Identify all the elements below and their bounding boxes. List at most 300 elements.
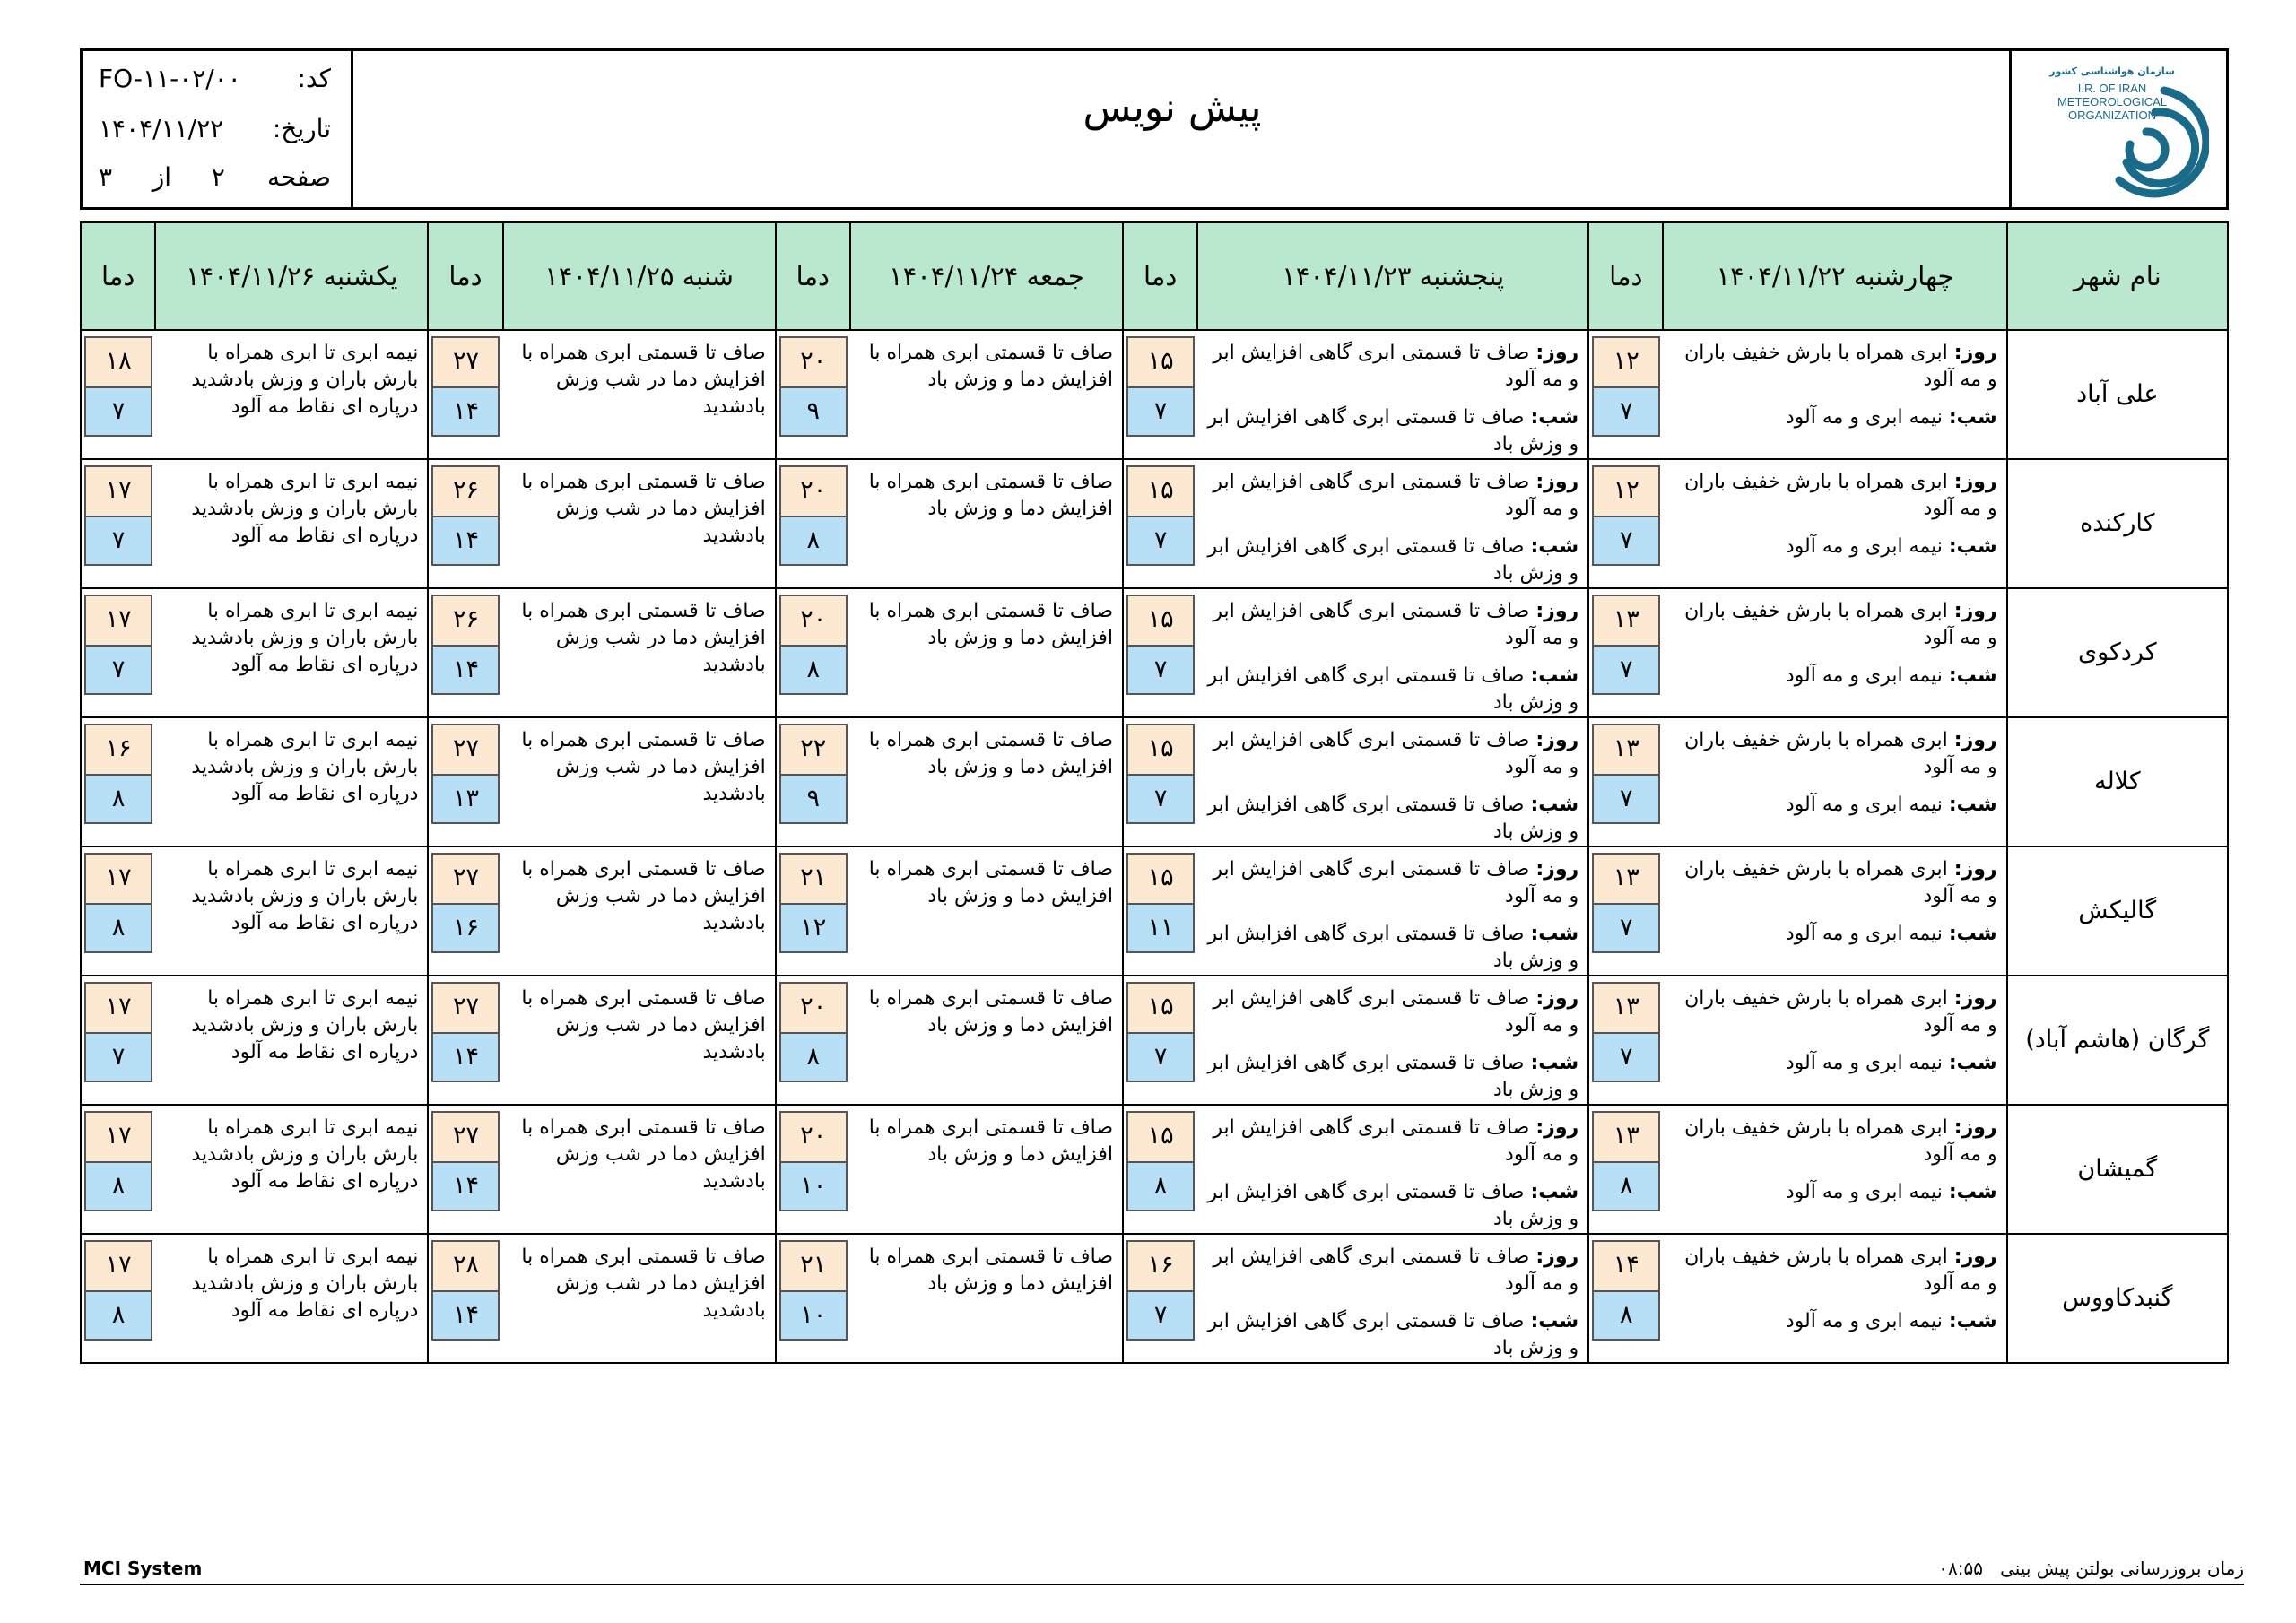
temp-cell: [428, 588, 502, 717]
temp-cell: [81, 846, 155, 976]
night-text: نیمه ابری و مه آلود: [1785, 1310, 1943, 1332]
day-2-forecast: [1197, 330, 1588, 459]
table-row: [81, 330, 2228, 459]
night-label: شب:: [1948, 406, 1997, 429]
forecast-text: صاف تا قسمتی ابری همراه با افزایش دما در شب وزش بادشدید: [521, 858, 766, 934]
forecast-text: صاف تا قسمتی ابری همراه با افزایش دما و وزش باد: [868, 600, 1114, 649]
day-label: روز:: [1535, 600, 1579, 622]
day-label: روز:: [1535, 858, 1579, 881]
min-temp: ۱۳: [431, 774, 500, 824]
min-temp: ۷: [84, 645, 152, 695]
day-text: صاف تا قسمتی ابری گاهی افزایش ابر و مه آلود: [1213, 729, 1579, 778]
day-text: صاف تا قسمتی ابری گاهی افزایش ابر و مه آلود: [1213, 471, 1579, 520]
day-text: ابری همراه با بارش خفیف باران و مه آلود: [1684, 1116, 1997, 1166]
city-name: گنبدکاووس: [2007, 1234, 2228, 1363]
max-temp: ۱۷: [84, 465, 152, 516]
min-temp: ۱۴: [431, 1032, 500, 1082]
day-4-forecast: [503, 459, 776, 588]
night-text: نیمه ابری و مه آلود: [1785, 1181, 1943, 1203]
min-temp: ۹: [779, 774, 848, 824]
table-row: [81, 1234, 2228, 1363]
night-forecast: [1205, 663, 1578, 716]
day-1-forecast: [1663, 846, 2006, 976]
day-4-forecast: [503, 588, 776, 717]
min-temp: ۷: [1126, 774, 1195, 824]
day-text: صاف تا قسمتی ابری گاهی افزایش ابر و مه آلود: [1213, 1116, 1579, 1166]
temp-cell: [1123, 976, 1197, 1105]
max-temp: ۱۳: [1592, 982, 1660, 1032]
night-text: نیمه ابری و مه آلود: [1785, 406, 1943, 429]
temp-header: دما: [776, 222, 850, 330]
temp-cell: [1588, 976, 1663, 1105]
svg-text:سازمان هواشناسی کشور: سازمان هواشناسی کشور: [2049, 65, 2175, 77]
forecast-text: صاف تا قسمتی ابری همراه با افزایش دما در شب وزش بادشدید: [521, 471, 766, 547]
day-2-forecast: [1197, 1234, 1588, 1363]
forecast-text: صاف تا قسمتی ابری همراه با افزایش دما در شب وزش بادشدید: [521, 600, 766, 676]
max-temp: ۲۸: [431, 1240, 500, 1290]
day-forecast: [1670, 1115, 1996, 1168]
page-title: پیش نویس: [1083, 85, 1262, 131]
day-label: روز:: [1535, 1116, 1579, 1139]
max-temp: ۲۱: [779, 1240, 848, 1290]
night-forecast: [1205, 1050, 1578, 1104]
min-temp: ۷: [1592, 516, 1660, 566]
night-text: صاف تا قسمتی ابری گاهی افزایش ابر و وزش باد: [1207, 1181, 1579, 1230]
day-label: روز:: [1953, 858, 1997, 881]
day-1-header: چهارشنبه ۱۴۰۴/۱۱/۲۲: [1663, 222, 2006, 330]
svg-text:METEOROLOGICAL: METEOROLOGICAL: [2057, 95, 2168, 108]
night-forecast: [1205, 534, 1578, 587]
temp-cell: [1588, 846, 1663, 976]
min-temp: ۱۴: [431, 645, 500, 695]
page-label: صفحه: [266, 162, 331, 192]
day-3-forecast: [850, 976, 1123, 1105]
max-temp: ۱۶: [84, 724, 152, 774]
max-temp: ۲۷: [431, 982, 500, 1032]
min-temp: ۸: [779, 516, 848, 566]
update-label: زمان بروزرسانی بولتن پیش بینی: [2000, 1558, 2244, 1579]
night-forecast: [1205, 921, 1578, 975]
day-2-forecast: [1197, 459, 1588, 588]
day-5-forecast: [155, 976, 428, 1105]
day-3-forecast: [850, 846, 1123, 976]
temp-cell: [1588, 588, 1663, 717]
temp-cell: [776, 976, 850, 1105]
day-3-forecast: [850, 330, 1123, 459]
max-temp: ۱۵: [1126, 465, 1195, 516]
max-temp: ۱۴: [1592, 1240, 1660, 1290]
city-name: گالیکش: [2007, 846, 2228, 976]
forecast-text: نیمه ابری تا ابری همراه با بارش باران و وزش بادشدید درپاره ای نقاط مه آلود: [191, 342, 419, 418]
night-forecast: [1670, 921, 1996, 948]
max-temp: ۲۰: [779, 982, 848, 1032]
day-1-forecast: [1663, 717, 2006, 846]
day-1-forecast: [1663, 588, 2006, 717]
day-5-forecast: [155, 459, 428, 588]
temp-cell: [428, 330, 502, 459]
table-header-row: [81, 222, 2228, 330]
temp-cell: [428, 717, 502, 846]
night-forecast: [1670, 534, 1996, 560]
min-temp: ۷: [1126, 386, 1195, 437]
max-temp: ۱۷: [84, 853, 152, 903]
city-name: کردکوی: [2007, 588, 2228, 717]
temp-cell: [81, 588, 155, 717]
day-text: ابری همراه با بارش خفیف باران و مه آلود: [1684, 729, 1997, 778]
day-text: ابری همراه با بارش خفیف باران و مه آلود: [1684, 471, 1997, 520]
day-text: ابری همراه با بارش خفیف باران و مه آلود: [1684, 858, 1997, 907]
night-text: نیمه ابری و مه آلود: [1785, 664, 1943, 687]
temp-header: دما: [428, 222, 502, 330]
day-4-forecast: [503, 1105, 776, 1234]
day-text: ابری همراه با بارش خفیف باران و مه آلود: [1684, 342, 1997, 391]
night-label: شب:: [1948, 923, 1997, 945]
night-text: نیمه ابری و مه آلود: [1785, 794, 1943, 816]
day-forecast: [1670, 340, 1996, 394]
night-forecast: [1205, 1308, 1578, 1362]
min-temp: ۷: [84, 386, 152, 437]
max-temp: ۱۲: [1592, 336, 1660, 386]
min-temp: ۸: [779, 1032, 848, 1082]
min-temp: ۱۴: [431, 1161, 500, 1211]
night-forecast: [1670, 404, 1996, 431]
day-4-forecast: [503, 846, 776, 976]
day-2-forecast: [1197, 976, 1588, 1105]
day-3-forecast: [850, 1105, 1123, 1234]
night-label: شب:: [1530, 1052, 1579, 1074]
day-label: روز:: [1953, 600, 1997, 622]
day-forecast: [1205, 856, 1578, 910]
min-temp: ۷: [1126, 1032, 1195, 1082]
night-text: صاف تا قسمتی ابری گاهی افزایش ابر و وزش باد: [1207, 794, 1579, 843]
day-5-header: یکشنبه ۱۴۰۴/۱۱/۲۶: [155, 222, 428, 330]
max-temp: ۱۳: [1592, 1111, 1660, 1161]
max-temp: ۲۶: [431, 595, 500, 645]
night-forecast: [1205, 404, 1578, 458]
min-temp: ۷: [1592, 386, 1660, 437]
table-row: [81, 976, 2228, 1105]
temp-cell: [81, 717, 155, 846]
temp-cell: [81, 459, 155, 588]
city-name: کلاله: [2007, 717, 2228, 846]
max-temp: ۱۵: [1126, 982, 1195, 1032]
table-row: [81, 846, 2228, 976]
night-text: صاف تا قسمتی ابری گاهی افزایش ابر و وزش باد: [1207, 406, 1579, 456]
day-text: ابری همراه با بارش خفیف باران و مه آلود: [1684, 600, 1997, 649]
min-temp: ۱۰: [779, 1290, 848, 1341]
max-temp: ۱۵: [1126, 595, 1195, 645]
update-time: ۰۸:۵۵: [1938, 1558, 1984, 1579]
forecast-text: صاف تا قسمتی ابری همراه با افزایش دما و وزش باد: [868, 471, 1114, 520]
temp-cell: [776, 588, 850, 717]
min-temp: ۸: [1592, 1161, 1660, 1211]
day-text: ابری همراه با بارش خفیف باران و مه آلود: [1684, 987, 1997, 1037]
night-label: شب:: [1530, 1181, 1579, 1203]
day-text: صاف تا قسمتی ابری گاهی افزایش ابر و مه آلود: [1213, 987, 1579, 1037]
document-header: [80, 48, 2229, 210]
temp-cell: [428, 976, 502, 1105]
forecast-text: نیمه ابری تا ابری همراه با بارش باران و وزش بادشدید درپاره ای نقاط مه آلود: [191, 471, 419, 547]
day-forecast: [1670, 856, 1996, 910]
day-label: روز:: [1535, 471, 1579, 493]
night-label: شب:: [1948, 794, 1997, 816]
max-temp: ۱۳: [1592, 595, 1660, 645]
night-label: شب:: [1948, 1181, 1997, 1203]
max-temp: ۱۵: [1126, 853, 1195, 903]
max-temp: ۱۸: [84, 336, 152, 386]
day-1-forecast: [1663, 330, 2006, 459]
min-temp: ۱۶: [431, 903, 500, 953]
max-temp: ۱۷: [84, 1111, 152, 1161]
day-3-forecast: [850, 588, 1123, 717]
min-temp: ۱۲: [779, 903, 848, 953]
document-meta: [83, 51, 353, 207]
temp-cell: [81, 330, 155, 459]
code-value: FO-۱۱-۰۲/۰۰: [99, 64, 241, 93]
day-text: صاف تا قسمتی ابری گاهی افزایش ابر و مه آلود: [1213, 600, 1579, 649]
temp-cell: [1588, 717, 1663, 846]
forecast-text: صاف تا قسمتی ابری همراه با افزایش دما و وزش باد: [868, 342, 1114, 391]
day-2-forecast: [1197, 846, 1588, 976]
day-forecast: [1670, 469, 1996, 523]
day-4-forecast: [503, 1234, 776, 1363]
temp-cell: [1123, 1234, 1197, 1363]
day-forecast: [1205, 1244, 1578, 1298]
day-5-forecast: [155, 1234, 428, 1363]
max-temp: ۱۵: [1126, 336, 1195, 386]
temp-cell: [776, 330, 850, 459]
city-name: کارکنده: [2007, 459, 2228, 588]
day-label: روز:: [1953, 342, 1997, 364]
night-label: شب:: [1530, 535, 1579, 558]
min-temp: ۷: [1126, 516, 1195, 566]
temp-cell: [428, 459, 502, 588]
day-label: روز:: [1535, 987, 1579, 1010]
min-temp: ۱۱: [1126, 903, 1195, 953]
night-text: صاف تا قسمتی ابری گاهی افزایش ابر و وزش باد: [1207, 664, 1579, 714]
forecast-text: صاف تا قسمتی ابری همراه با افزایش دما در شب وزش بادشدید: [521, 1116, 766, 1193]
temp-cell: [428, 846, 502, 976]
night-text: نیمه ابری و مه آلود: [1785, 1052, 1943, 1074]
max-temp: ۱۲: [1592, 465, 1660, 516]
day-2-forecast: [1197, 717, 1588, 846]
temp-cell: [81, 1234, 155, 1363]
forecast-text: صاف تا قسمتی ابری همراه با افزایش دما در شب وزش بادشدید: [521, 987, 766, 1063]
temp-cell: [776, 1234, 850, 1363]
min-temp: ۱۴: [431, 386, 500, 437]
day-text: صاف تا قسمتی ابری گاهی افزایش ابر و مه آلود: [1213, 342, 1579, 391]
temp-cell: [81, 1105, 155, 1234]
night-label: شب:: [1948, 664, 1997, 687]
max-temp: ۲۲: [779, 724, 848, 774]
min-temp: ۷: [1126, 1290, 1195, 1341]
night-label: شب:: [1948, 535, 1997, 558]
logo: [2009, 51, 2226, 207]
night-text: صاف تا قسمتی ابری گاهی افزایش ابر و وزش باد: [1207, 1310, 1579, 1359]
day-5-forecast: [155, 1105, 428, 1234]
night-text: نیمه ابری و مه آلود: [1785, 923, 1943, 945]
night-label: شب:: [1948, 1310, 1997, 1332]
day-4-forecast: [503, 330, 776, 459]
min-temp: ۱۴: [431, 516, 500, 566]
day-forecast: [1670, 598, 1996, 652]
page-of: از: [152, 162, 172, 192]
temp-cell: [776, 846, 850, 976]
max-temp: ۱۷: [84, 1240, 152, 1290]
min-temp: ۷: [1592, 645, 1660, 695]
max-temp: ۲۰: [779, 1111, 848, 1161]
meteorological-organization-logo-icon: [2030, 56, 2209, 207]
svg-text:ORGANIZATION: ORGANIZATION: [2068, 108, 2156, 122]
page-total: ۳: [99, 162, 113, 192]
forecast-text: نیمه ابری تا ابری همراه با بارش باران و وزش بادشدید درپاره ای نقاط مه آلود: [191, 600, 419, 676]
date-value: ۱۴۰۴/۱۱/۲۲: [99, 114, 224, 143]
update-time-note: [1938, 1558, 2244, 1579]
table-row: [81, 459, 2228, 588]
min-temp: ۹: [779, 386, 848, 437]
forecast-text: نیمه ابری تا ابری همراه با بارش باران و وزش بادشدید درپاره ای نقاط مه آلود: [191, 729, 419, 805]
day-label: روز:: [1535, 1245, 1579, 1268]
day-text: صاف تا قسمتی ابری گاهی افزایش ابر و مه آلود: [1213, 1245, 1579, 1295]
city-column-header: نام شهر: [2007, 222, 2228, 330]
temp-cell: [1123, 717, 1197, 846]
city-name: گمیشان: [2007, 1105, 2228, 1234]
day-1-forecast: [1663, 1105, 2006, 1234]
night-text: صاف تا قسمتی ابری گاهی افزایش ابر و وزش باد: [1207, 535, 1579, 585]
day-1-forecast: [1663, 1234, 2006, 1363]
forecast-text: نیمه ابری تا ابری همراه با بارش باران و وزش بادشدید درپاره ای نقاط مه آلود: [191, 1245, 419, 1322]
day-3-forecast: [850, 1234, 1123, 1363]
min-temp: ۱۰: [779, 1161, 848, 1211]
forecast-text: صاف تا قسمتی ابری همراه با افزایش دما و وزش باد: [868, 729, 1114, 778]
table-row: [81, 717, 2228, 846]
night-text: صاف تا قسمتی ابری گاهی افزایش ابر و وزش باد: [1207, 923, 1579, 972]
day-label: روز:: [1535, 342, 1579, 364]
day-3-forecast: [850, 717, 1123, 846]
temp-cell: [1588, 1105, 1663, 1234]
max-temp: ۱۷: [84, 982, 152, 1032]
min-temp: ۸: [1592, 1290, 1660, 1341]
day-label: روز:: [1953, 471, 1997, 493]
max-temp: ۱۳: [1592, 724, 1660, 774]
max-temp: ۲۷: [431, 724, 500, 774]
day-3-header: جمعه ۱۴۰۴/۱۱/۲۴: [850, 222, 1123, 330]
forecast-table-container: [80, 221, 2229, 1364]
temp-cell: [776, 459, 850, 588]
day-5-forecast: [155, 330, 428, 459]
min-temp: ۷: [84, 1032, 152, 1082]
forecast-text: صاف تا قسمتی ابری همراه با افزایش دما و وزش باد: [868, 858, 1114, 907]
forecast-text: صاف تا قسمتی ابری همراه با افزایش دما در شب وزش بادشدید: [521, 1245, 766, 1322]
min-temp: ۷: [1592, 1032, 1660, 1082]
day-5-forecast: [155, 717, 428, 846]
day-text: ابری همراه با بارش خفیف باران و مه آلود: [1684, 1245, 1997, 1295]
night-forecast: [1670, 1179, 1996, 1206]
temp-header: دما: [1123, 222, 1197, 330]
night-forecast: [1205, 1179, 1578, 1233]
night-forecast: [1670, 1308, 1996, 1335]
day-forecast: [1670, 727, 1996, 781]
max-temp: ۲۷: [431, 853, 500, 903]
forecast-text: نیمه ابری تا ابری همراه با بارش باران و وزش بادشدید درپاره ای نقاط مه آلود: [191, 858, 419, 934]
day-4-forecast: [503, 976, 776, 1105]
day-forecast: [1205, 598, 1578, 652]
table-row: [81, 1105, 2228, 1234]
min-temp: ۷: [1126, 645, 1195, 695]
temp-header: دما: [1588, 222, 1663, 330]
temp-cell: [1123, 1105, 1197, 1234]
night-text: نیمه ابری و مه آلود: [1785, 535, 1943, 558]
min-temp: ۷: [1592, 903, 1660, 953]
temp-cell: [776, 717, 850, 846]
day-forecast: [1205, 985, 1578, 1039]
night-label: شب:: [1948, 1052, 1997, 1074]
temp-cell: [1123, 459, 1197, 588]
min-temp: ۸: [779, 645, 848, 695]
forecast-text: صاف تا قسمتی ابری همراه با افزایش دما و وزش باد: [868, 1116, 1114, 1166]
day-forecast: [1205, 340, 1578, 394]
temp-cell: [428, 1234, 502, 1363]
max-temp: ۱۵: [1126, 1111, 1195, 1161]
day-text: صاف تا قسمتی ابری گاهی افزایش ابر و مه آلود: [1213, 858, 1579, 907]
forecast-text: صاف تا قسمتی ابری همراه با افزایش دما و وزش باد: [868, 987, 1114, 1037]
night-label: شب:: [1530, 923, 1579, 945]
day-2-forecast: [1197, 588, 1588, 717]
system-label: MCI System: [83, 1558, 203, 1579]
day-forecast: [1205, 1115, 1578, 1168]
day-2-forecast: [1197, 1105, 1588, 1234]
min-temp: ۷: [1592, 774, 1660, 824]
temp-cell: [1588, 330, 1663, 459]
min-temp: ۸: [84, 903, 152, 953]
night-forecast: [1670, 663, 1996, 690]
forecast-text: صاف تا قسمتی ابری همراه با افزایش دما و وزش باد: [868, 1245, 1114, 1295]
day-label: روز:: [1953, 987, 1997, 1010]
min-temp: ۸: [84, 774, 152, 824]
max-temp: ۲۰: [779, 465, 848, 516]
day-3-forecast: [850, 459, 1123, 588]
day-forecast: [1205, 727, 1578, 781]
max-temp: ۲۰: [779, 336, 848, 386]
day-2-header: پنجشنبه ۱۴۰۴/۱۱/۲۳: [1197, 222, 1588, 330]
day-5-forecast: [155, 846, 428, 976]
forecast-text: صاف تا قسمتی ابری همراه با افزایش دما در شب وزش بادشدید: [521, 729, 766, 805]
forecast-text: صاف تا قسمتی ابری همراه با افزایش دما در شب وزش بادشدید: [521, 342, 766, 418]
day-forecast: [1670, 985, 1996, 1039]
day-5-forecast: [155, 588, 428, 717]
temp-cell: [1123, 330, 1197, 459]
night-label: شب:: [1530, 664, 1579, 687]
night-label: شب:: [1530, 794, 1579, 816]
footer-divider: [80, 1584, 2244, 1585]
min-temp: ۸: [1126, 1161, 1195, 1211]
temp-cell: [776, 1105, 850, 1234]
page-number: ۲: [211, 162, 225, 192]
day-label: روز:: [1953, 729, 1997, 751]
min-temp: ۱۴: [431, 1290, 500, 1341]
max-temp: ۲۷: [431, 1111, 500, 1161]
day-forecast: [1205, 469, 1578, 523]
forecast-text: نیمه ابری تا ابری همراه با بارش باران و وزش بادشدید درپاره ای نقاط مه آلود: [191, 1116, 419, 1193]
min-temp: ۸: [84, 1290, 152, 1341]
svg-text:I.R. OF IRAN: I.R. OF IRAN: [2077, 82, 2147, 95]
city-name: علی آباد: [2007, 330, 2228, 459]
forecast-text: نیمه ابری تا ابری همراه با بارش باران و وزش بادشدید درپاره ای نقاط مه آلود: [191, 987, 419, 1063]
night-forecast: [1205, 792, 1578, 846]
max-temp: ۲۱: [779, 853, 848, 903]
day-forecast: [1670, 1244, 1996, 1298]
temp-header: دما: [81, 222, 155, 330]
